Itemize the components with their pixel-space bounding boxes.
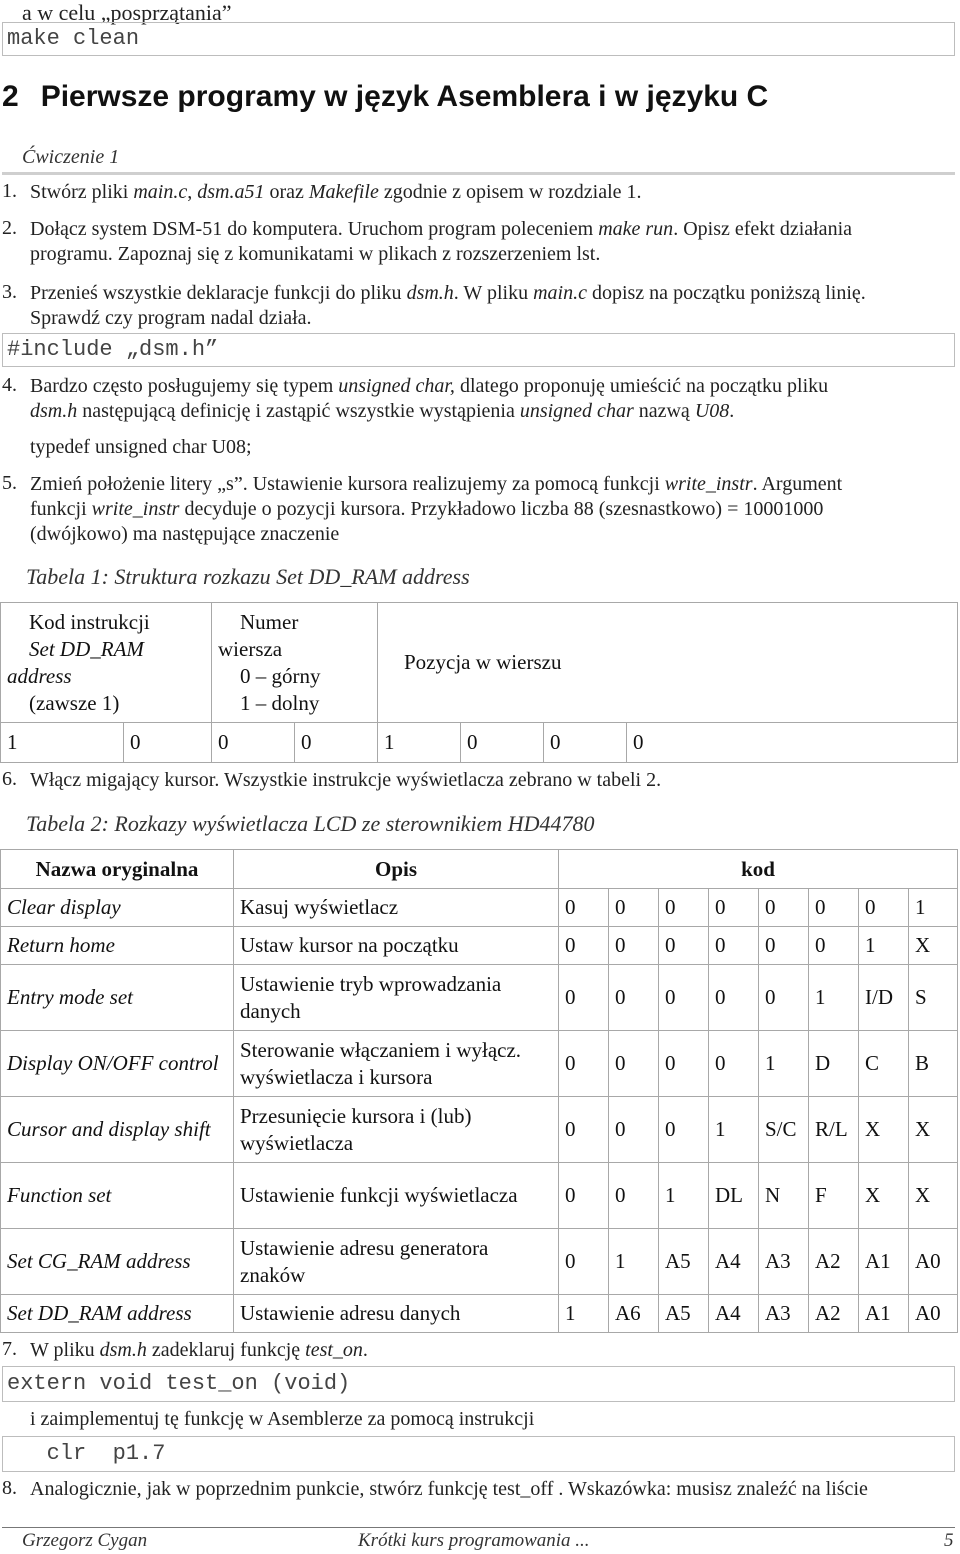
instruction-name: Set DD_RAM address — [1, 1295, 234, 1333]
footer-rule — [2, 1527, 955, 1528]
code-bit: 0 — [659, 1031, 709, 1097]
footer-author: Grzegorz Cygan — [22, 1530, 148, 1551]
section-number: 2 — [2, 80, 19, 113]
instruction-name: Cursor and display shift — [1, 1097, 234, 1163]
table-1-caption: Tabela 1: Struktura rozkazu Set DD_RAM address — [26, 564, 470, 589]
instruction-name: Function set — [1, 1163, 234, 1229]
instruction-description: Przesunięcie kursora i (lub) wyświetlacza — [234, 1097, 559, 1163]
code-bit: 0 — [659, 927, 709, 965]
code-bit: X — [859, 1163, 909, 1229]
code-bit: 0 — [559, 1163, 609, 1229]
code-block-make-clean: make clean — [2, 22, 955, 56]
code-bit: 0 — [559, 1229, 609, 1295]
instruction-name: Clear display — [1, 889, 234, 927]
instruction-description: Ustawienie funkcji wyświetlacza — [234, 1163, 559, 1229]
code-bit: B — [909, 1031, 958, 1097]
code-block-clr: clr p1.7 — [2, 1436, 955, 1472]
table-1-header-instruction-code: Kod instrukcji Set DD_RAM address (zawsze 1) — [1, 603, 212, 723]
item-7-line-2: i zaimplementuj tę funkcję w Asemblerze za pomocą instrukcji — [30, 1408, 535, 1430]
footer-title: Krótki kurs programowania ... — [358, 1530, 590, 1551]
code-bit: 0 — [759, 965, 809, 1031]
code-bit: 0 — [709, 889, 759, 927]
code-bit: 0 — [809, 889, 859, 927]
exercise-label: Ćwiczenie 1 — [22, 146, 120, 168]
item-8-number: 8. — [2, 1477, 17, 1499]
item-1-number: 1. — [2, 180, 17, 202]
code-bit: X — [859, 1097, 909, 1163]
code-bit: 0 — [559, 927, 609, 965]
code-bit: 0 — [559, 965, 609, 1031]
code-bit: A0 — [909, 1295, 958, 1333]
code-bit: I/D — [859, 965, 909, 1031]
code-bit: S/C — [759, 1097, 809, 1163]
code-bit: X — [909, 927, 958, 965]
exercise-rule — [2, 172, 955, 175]
instruction-description: Sterowanie włączaniem i wyłącz. wyświetlacza i kursora — [234, 1031, 559, 1097]
code-bit: 0 — [609, 1097, 659, 1163]
instruction-description: Kasuj wyświetlacz — [234, 889, 559, 927]
code-bit: 0 — [759, 927, 809, 965]
item-3-number: 3. — [2, 281, 17, 303]
code-bit: X — [909, 1163, 958, 1229]
code-bit: R/L — [809, 1097, 859, 1163]
code-bit: 0 — [609, 1031, 659, 1097]
table-row — [1, 1229, 958, 1295]
table-1-header-row-number: Numer wiersza 0 – górny 1 – dolny — [212, 603, 378, 723]
typedef-line: typedef unsigned char U08; — [30, 436, 252, 458]
code-bit: A3 — [759, 1229, 809, 1295]
section-title: Pierwsze programy w język Asemblera i w języku C — [40, 80, 769, 113]
instruction-description: Ustawienie adresu danych — [234, 1295, 559, 1333]
instruction-name: Display ON/OFF control — [1, 1031, 234, 1097]
table-2-header-name: Nazwa oryginalna — [1, 850, 234, 889]
code-bit: S — [909, 965, 958, 1031]
table-row — [1, 1097, 958, 1163]
code-bit: A1 — [859, 1229, 909, 1295]
item-2-number: 2. — [2, 217, 17, 239]
code-bit: 0 — [709, 927, 759, 965]
item-5-number: 5. — [2, 472, 17, 494]
table-2 — [0, 849, 958, 1333]
table-1-bit: 0 — [544, 723, 627, 763]
item-6-number: 6. — [2, 768, 17, 790]
table-row — [1, 927, 958, 965]
code-bit: 0 — [809, 927, 859, 965]
code-bit: C — [859, 1031, 909, 1097]
code-bit: 0 — [659, 965, 709, 1031]
code-bit: A5 — [659, 1295, 709, 1333]
code-bit: 0 — [709, 1031, 759, 1097]
code-bit: DL — [709, 1163, 759, 1229]
code-block-include: #include „dsm.h” — [2, 333, 955, 367]
code-bit: A4 — [709, 1229, 759, 1295]
intro-text: a w celu „posprzątania” — [22, 0, 232, 25]
code-bit: 1 — [559, 1295, 609, 1333]
item-4-number: 4. — [2, 374, 17, 396]
code-bit: A2 — [809, 1295, 859, 1333]
item-2-text: Dołącz system DSM-51 do komputera. Uruchom program poleceniem make run. Opisz efekt działania programu. Zapoznaj się z komunikatami w plikach z rozszerzeniem lst. — [30, 218, 852, 265]
code-bit: A6 — [609, 1295, 659, 1333]
item-4-text: Bardzo często posługujemy się typem unsigned char, dlatego proponuję umieścić na początku pliku dsm.h następującą definicję i zastąpić wszystkie wystąpienia unsigned char nazwą U08. — [30, 375, 829, 422]
table-row — [1, 1295, 958, 1333]
section-heading — [2, 80, 768, 114]
code-bit: 0 — [759, 889, 809, 927]
code-block-extern: extern void test_on (void) — [2, 1366, 955, 1402]
table-row — [1, 1031, 958, 1097]
table-1-bit: 0 — [295, 723, 378, 763]
table-1-bit: 0 — [124, 723, 212, 763]
table-2-header-description: Opis — [234, 850, 559, 889]
instruction-description: Ustaw kursor na początku — [234, 927, 559, 965]
footer-page-number: 5 — [944, 1530, 954, 1551]
item-7-number: 7. — [2, 1338, 17, 1360]
code-bit: F — [809, 1163, 859, 1229]
instruction-description: Ustawienie adresu generatora znaków — [234, 1229, 559, 1295]
table-1-bit: 1 — [1, 723, 124, 763]
code-bit: 0 — [609, 927, 659, 965]
code-bit: D — [809, 1031, 859, 1097]
table-row — [1, 889, 958, 927]
code-bit: 0 — [659, 1097, 709, 1163]
code-bit: N — [759, 1163, 809, 1229]
code-bit: 0 — [609, 965, 659, 1031]
table-1-bit: 0 — [461, 723, 544, 763]
table-1 — [0, 602, 958, 763]
code-bit: 1 — [609, 1229, 659, 1295]
code-bit: 1 — [809, 965, 859, 1031]
table-1-header-position: Pozycja w wierszu — [378, 603, 958, 723]
item-5-text: Zmień położenie litery „s”. Ustawienie kursora realizujemy za pomocą funkcji write_instr. Argument funkcji write_instr decyduje o pozycji kursora. Przykładowo liczba 88 (szesnastkowo) = 10001000 (dwójkowo) ma następujące znaczenie — [30, 473, 843, 545]
code-bit: A4 — [709, 1295, 759, 1333]
item-6-text: Włącz migający kursor. Wszystkie instrukcje wyświetlacza zebrano w tabeli 2. — [30, 769, 662, 791]
table-2-caption: Tabela 2: Rozkazy wyświetlacza LCD ze sterownikiem HD44780 — [26, 811, 595, 836]
code-bit: 0 — [559, 1031, 609, 1097]
code-bit: 1 — [859, 927, 909, 965]
table-row — [1, 965, 958, 1031]
code-bit: 0 — [859, 889, 909, 927]
code-bit: 0 — [559, 1097, 609, 1163]
item-8-text: Analogicznie, jak w poprzednim punkcie, stwórz funkcję test_off . Wskazówka: musisz znaleźć na liście — [30, 1478, 868, 1500]
instruction-name: Entry mode set — [1, 965, 234, 1031]
instruction-description: Ustawienie tryb wprowadzania danych — [234, 965, 559, 1031]
instruction-name: Return home — [1, 927, 234, 965]
instruction-name: Set CG_RAM address — [1, 1229, 234, 1295]
code-bit: 0 — [609, 1163, 659, 1229]
code-bit: 0 — [659, 889, 709, 927]
table-1-bit: 0 — [627, 723, 958, 763]
code-bit: 1 — [909, 889, 958, 927]
code-bit: A0 — [909, 1229, 958, 1295]
code-bit: 0 — [709, 965, 759, 1031]
code-bit: 0 — [609, 889, 659, 927]
table-1-bit: 0 — [212, 723, 295, 763]
item-1-text: Stwórz pliki main.c, dsm.a51 oraz Makefile zgodnie z opisem w rozdziale 1. — [30, 181, 642, 203]
code-bit: A3 — [759, 1295, 809, 1333]
code-bit: X — [909, 1097, 958, 1163]
code-bit: A2 — [809, 1229, 859, 1295]
code-bit: 1 — [709, 1097, 759, 1163]
code-bit: A5 — [659, 1229, 709, 1295]
table-2-header-code: kod — [559, 850, 958, 889]
code-bit: 1 — [759, 1031, 809, 1097]
table-row — [1, 1163, 958, 1229]
code-bit: 1 — [659, 1163, 709, 1229]
item-3-text: Przenieś wszystkie deklaracje funkcji do pliku dsm.h. W pliku main.c dopisz na początku poniższą linię. Sprawdź czy program nadal działa. — [30, 282, 866, 329]
code-bit: A1 — [859, 1295, 909, 1333]
code-bit: 0 — [559, 889, 609, 927]
table-1-bit: 1 — [378, 723, 461, 763]
item-7-text: W pliku dsm.h zadeklaruj funkcję test_on. — [30, 1339, 368, 1361]
